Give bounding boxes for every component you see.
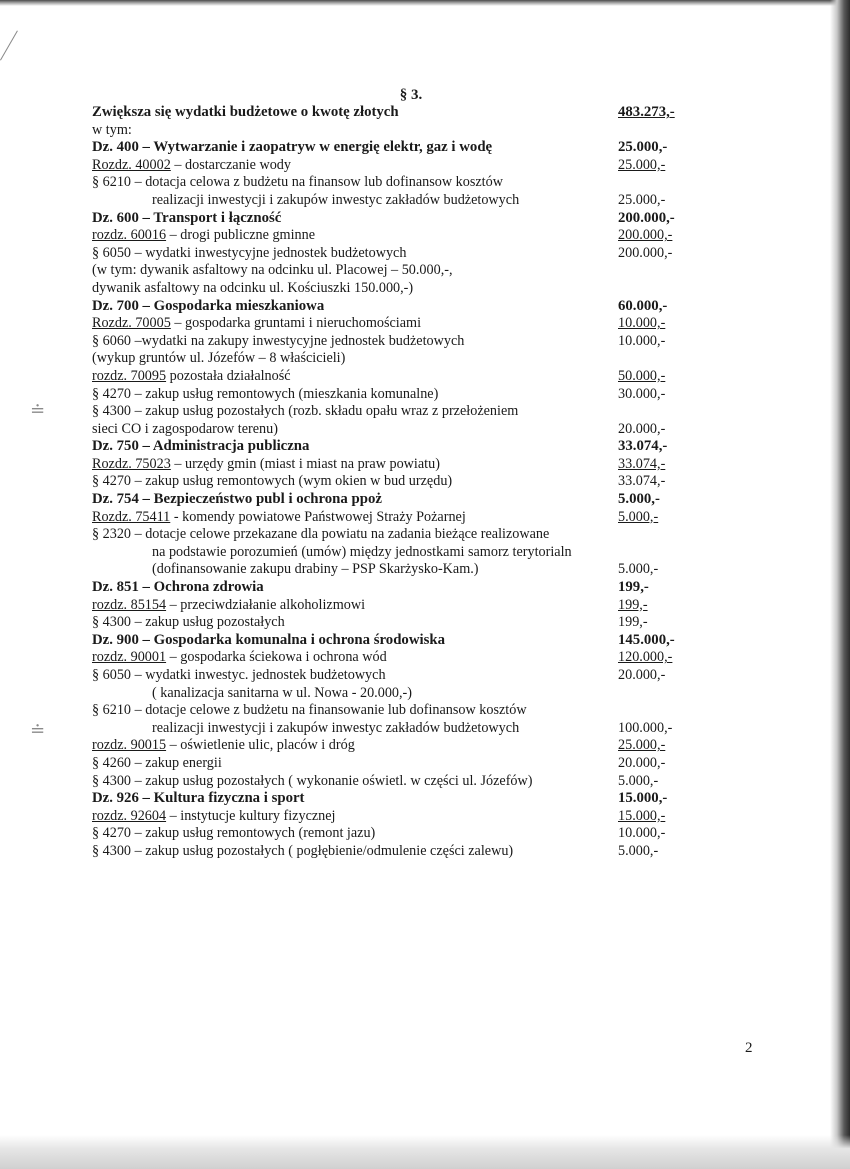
line-text [92,473,608,491]
line-amount [608,386,704,404]
chapter-line [92,649,704,667]
chapter-code: Rozdz. 75411 [92,508,171,525]
line-text [92,104,608,122]
line-text [92,808,608,826]
line-description: § 6050 – wydatki inwestycyjne jednostek budżetowych [92,244,407,261]
line-text [92,227,608,245]
budget-line [92,280,704,298]
line-text [92,579,608,597]
line-description: – gospodarka ściekowa i ochrona wód [166,649,387,666]
budget-line [92,174,704,192]
line-description: § 4270 – zakup usług remontowych (remont jazu) [92,825,376,842]
line-description: (wykup gruntów ul. Józefów – 8 właścicieli) [92,350,346,367]
chapter-line [92,456,704,474]
line-description: § 4260 – zakup energii [92,754,222,771]
line-text [92,825,608,843]
amount-value: 483.273,- [618,104,675,120]
line-text [92,192,608,210]
budget-line [92,333,704,351]
amount-value: 5.000,- [618,561,659,578]
line-text [92,561,608,579]
line-description: Dz. 600 – Transport i łączność [92,209,282,226]
line-text [92,526,608,544]
line-amount [608,333,704,351]
line-description: § 6060 –wydatki na zakupy inwestycyjne jednostek budżetowych [92,332,465,349]
line-amount [608,667,704,685]
line-text [92,386,608,404]
chapter-code: rozdz. 90015 [92,737,167,754]
budget-line [92,773,704,791]
line-amount [608,773,704,791]
chapter-code: rozdz. 92604 [92,807,167,824]
line-text [92,210,608,228]
line-text [92,737,608,755]
budget-line [92,403,704,421]
line-text [92,790,608,808]
line-text [92,403,608,421]
amount-value: 20.000,- [618,754,666,771]
line-text [92,139,608,157]
budget-line [92,192,704,210]
punch-hole-icon: ≐ [30,400,46,420]
line-text [92,491,608,509]
chapter-line [92,227,704,245]
line-description: Zwiększa się wydatki budżetowe o kwotę złotych [92,104,399,120]
line-description: na podstawie porozumień (umów) między jednostkami samorz terytorialn [152,543,572,560]
line-text [92,298,608,316]
line-text [92,456,608,474]
chapter-code: Rozdz. 40002 [92,156,171,173]
line-description: § 2320 – dotacje celowe przekazane dla powiatu na zadania bieżące realizowane [92,526,550,543]
chapter-code: rozdz. 70095 [92,367,167,384]
line-amount [608,456,704,474]
budget-line [92,702,704,720]
line-description: § 4300 – zakup usług pozostałych ( pogłębienie/odmulenie części zalewu) [92,842,514,859]
line-amount [608,157,704,175]
line-text [92,333,608,351]
line-text [92,720,608,738]
section-line [92,298,704,316]
line-amount [608,843,704,861]
section-line [92,438,704,456]
scan-edge-top [0,0,850,6]
line-description: – gospodarka gruntami i nieruchomościami [170,315,422,332]
document-body [92,86,704,861]
line-text [92,843,608,861]
line-description: Dz. 926 – Kultura fizyczna i sport [92,790,305,807]
amount-value: 20.000,- [618,420,666,437]
amount-value: 200.000,- [618,227,673,244]
line-description: Dz. 900 – Gospodarka komunalna i ochrona środowiska [92,631,446,648]
chapter-line [92,597,704,615]
line-text [92,509,608,527]
budget-line [92,720,704,738]
line-description: Dz. 750 – Administracja publiczna [92,438,310,455]
line-amount [608,597,704,615]
line-amount [608,139,704,157]
line-description: – urzędy gmin (miast i miast na praw powiatu) [170,455,440,472]
line-text [92,702,608,720]
line-amount [608,755,704,773]
budget-line [92,386,704,404]
line-description: (w tym: dywanik asfaltowy na odcinku ul. Placowej – 50.000,-, [92,262,453,279]
section-line [92,139,704,157]
budget-line [92,685,704,703]
line-text [92,157,608,175]
amount-value: 10.000,- [618,332,666,349]
scan-edge-right [830,0,850,1169]
line-amount [608,421,704,439]
line-text [92,685,608,703]
line-amount [608,192,704,210]
budget-line [92,245,704,263]
budget-line [92,825,704,843]
line-amount [608,210,704,228]
line-description: Dz. 754 – Bezpieczeństwo publ i ochrona ppoż [92,491,382,508]
scan-edge-bottom [0,1135,850,1169]
amount-value: 145.000,- [618,631,675,648]
line-description: sieci CO i zagospodarow terenu) [92,420,278,437]
section-line [92,790,704,808]
budget-line [92,544,704,562]
line-amount [608,825,704,843]
line-amount [608,808,704,826]
line-text [92,597,608,615]
line-description: § 4300 – zakup usług pozostałych ( wykonanie oświetl. w części ul. Józefów) [92,772,533,789]
line-description: § 4300 – zakup usług pozostałych [92,614,285,631]
amount-value: 199,- [618,596,648,613]
line-description: Dz. 851 – Ochrona zdrowia [92,579,264,596]
line-text [92,614,608,632]
section-line [92,632,704,650]
amount-value: 5.000,- [618,772,659,789]
line-description: pozostała działalność [166,367,291,384]
line-text [92,421,608,439]
amount-value: 25.000,- [618,191,666,208]
section-heading: § 3. [399,87,423,103]
amount-value: 10.000,- [618,315,666,332]
amount-value: 30.000,- [618,385,666,402]
line-description: Dz. 700 – Gospodarka mieszkaniowa [92,297,325,314]
chapter-code: rozdz. 90001 [92,649,167,666]
chapter-code: rozdz. 60016 [92,227,167,244]
budget-line [92,350,704,368]
line-amount [608,491,704,509]
line-description: Dz. 400 – Wytwarzanie i zaopatryw w energię elektr, gaz i wodę [92,139,493,156]
line-text [92,315,608,333]
line-amount [608,649,704,667]
punch-hole-icon: ≐ [30,720,46,740]
budget-line [92,843,704,861]
line-amount [608,438,704,456]
line-amount [608,315,704,333]
amount-value: 33.074,- [618,438,668,455]
chapter-line [92,808,704,826]
amount-value: 15.000,- [618,790,668,807]
line-text [92,649,608,667]
budget-line [92,526,704,544]
line-description: § 6210 – dotacje celowe z budżetu na finansowanie lub dofinansow kosztów [92,702,527,719]
budget-line [92,473,704,491]
amount-value: 199,- [618,614,648,631]
chapter-code: rozdz. 85154 [92,596,167,613]
line-description: dywanik asfaltowy na odcinku ul. Kościuszki 150.000,-) [92,279,414,296]
line-text [92,773,608,791]
amount-value: 199,- [618,579,649,596]
line-amount [608,368,704,386]
amount-value: 5.000,- [618,842,659,859]
line-text [92,245,608,263]
line-amount [608,790,704,808]
budget-line [92,614,704,632]
page-number: 2 [745,1040,753,1056]
amount-value: 25.000,- [618,156,666,173]
line-description: § 6050 – wydatki inwestyc. jednostek budżetowych [92,667,386,683]
section-line [92,210,704,228]
amount-value: 50.000,- [618,367,666,384]
line-text [92,122,608,140]
line-description: § 4270 – zakup usług remontowych (wym okien w bud urzędu) [92,473,453,490]
chapter-line [92,315,704,333]
line-description: § 4270 – zakup usług remontowych (mieszkania komunalne) [92,385,439,402]
line-amount [608,227,704,245]
amount-value: 100.000,- [618,719,673,736]
line-amount [608,298,704,316]
amount-value: 10.000,- [618,825,666,842]
line-amount [608,245,704,263]
line-description: – drogi publiczne gminne [166,227,316,244]
line-text [92,632,608,650]
line-text [92,438,608,456]
budget-lines [92,104,704,861]
chapter-code: Rozdz. 70005 [92,315,171,332]
line-description: w tym: [92,121,132,138]
amount-value: 25.000,- [618,139,668,156]
line-amount [608,614,704,632]
amount-value: 120.000,- [618,649,673,666]
amount-value: 5.000,- [618,508,659,525]
line-description: realizacji inwestycji i zakupów inwestyc zakładów budżetowych [152,191,520,208]
line-description: – przeciwdziałanie alkoholizmowi [166,596,366,613]
line-text [92,262,608,280]
budget-line [92,122,704,140]
budget-line [92,561,704,579]
amount-value: 5.000,- [618,491,660,508]
line-amount [608,579,704,597]
amount-value: 60.000,- [618,297,668,314]
line-text [92,667,608,685]
section-line [92,579,704,597]
line-text [92,544,608,562]
amount-value: 25.000,- [618,737,666,754]
line-description: - komendy powiatowe Państwowej Straży Pożarnej [170,508,466,525]
budget-line [92,667,704,685]
line-text [92,368,608,386]
line-description: § 4300 – zakup usług pozostałych (rozb. składu opału wraz z przełożeniem [92,403,519,420]
budget-line [92,755,704,773]
line-amount [608,720,704,738]
budget-line [92,262,704,280]
scan-corner-mark [0,31,18,61]
line-amount [608,473,704,491]
line-description: – instytucje kultury fizycznej [166,807,336,824]
line-text [92,174,608,192]
chapter-line [92,737,704,755]
amount-value: 33.074,- [618,455,666,472]
line-text [92,755,608,773]
amount-value: 20.000,- [618,667,666,683]
line-amount [608,104,704,122]
budget-line [92,421,704,439]
section-line [92,104,704,122]
chapter-line [92,157,704,175]
line-amount [608,737,704,755]
line-amount [608,509,704,527]
amount-value: 33.074,- [618,473,666,490]
line-amount [608,632,704,650]
section-line [92,491,704,509]
amount-value: 15.000,- [618,807,666,824]
line-description: (dofinansowanie zakupu drabiny – PSP Skarżysko-Kam.) [152,561,479,578]
line-description: – dostarczanie wody [170,156,291,173]
line-text [92,350,608,368]
line-text [92,280,608,298]
chapter-code: Rozdz. 75023 [92,455,171,472]
line-description: § 6210 – dotacja celowa z budżetu na finansow lub dofinansow kosztów [92,174,503,191]
amount-value: 200.000,- [618,244,673,261]
chapter-line [92,509,704,527]
line-description: ( kanalizacja sanitarna w ul. Nowa - 20.000,-) [152,684,413,701]
chapter-line [92,368,704,386]
line-amount [608,561,704,579]
amount-value: 200.000,- [618,209,675,226]
line-description: realizacji inwestycji i zakupów inwestyc zakładów budżetowych [152,719,520,736]
line-description: – oświetlenie ulic, placów i dróg [166,737,355,754]
